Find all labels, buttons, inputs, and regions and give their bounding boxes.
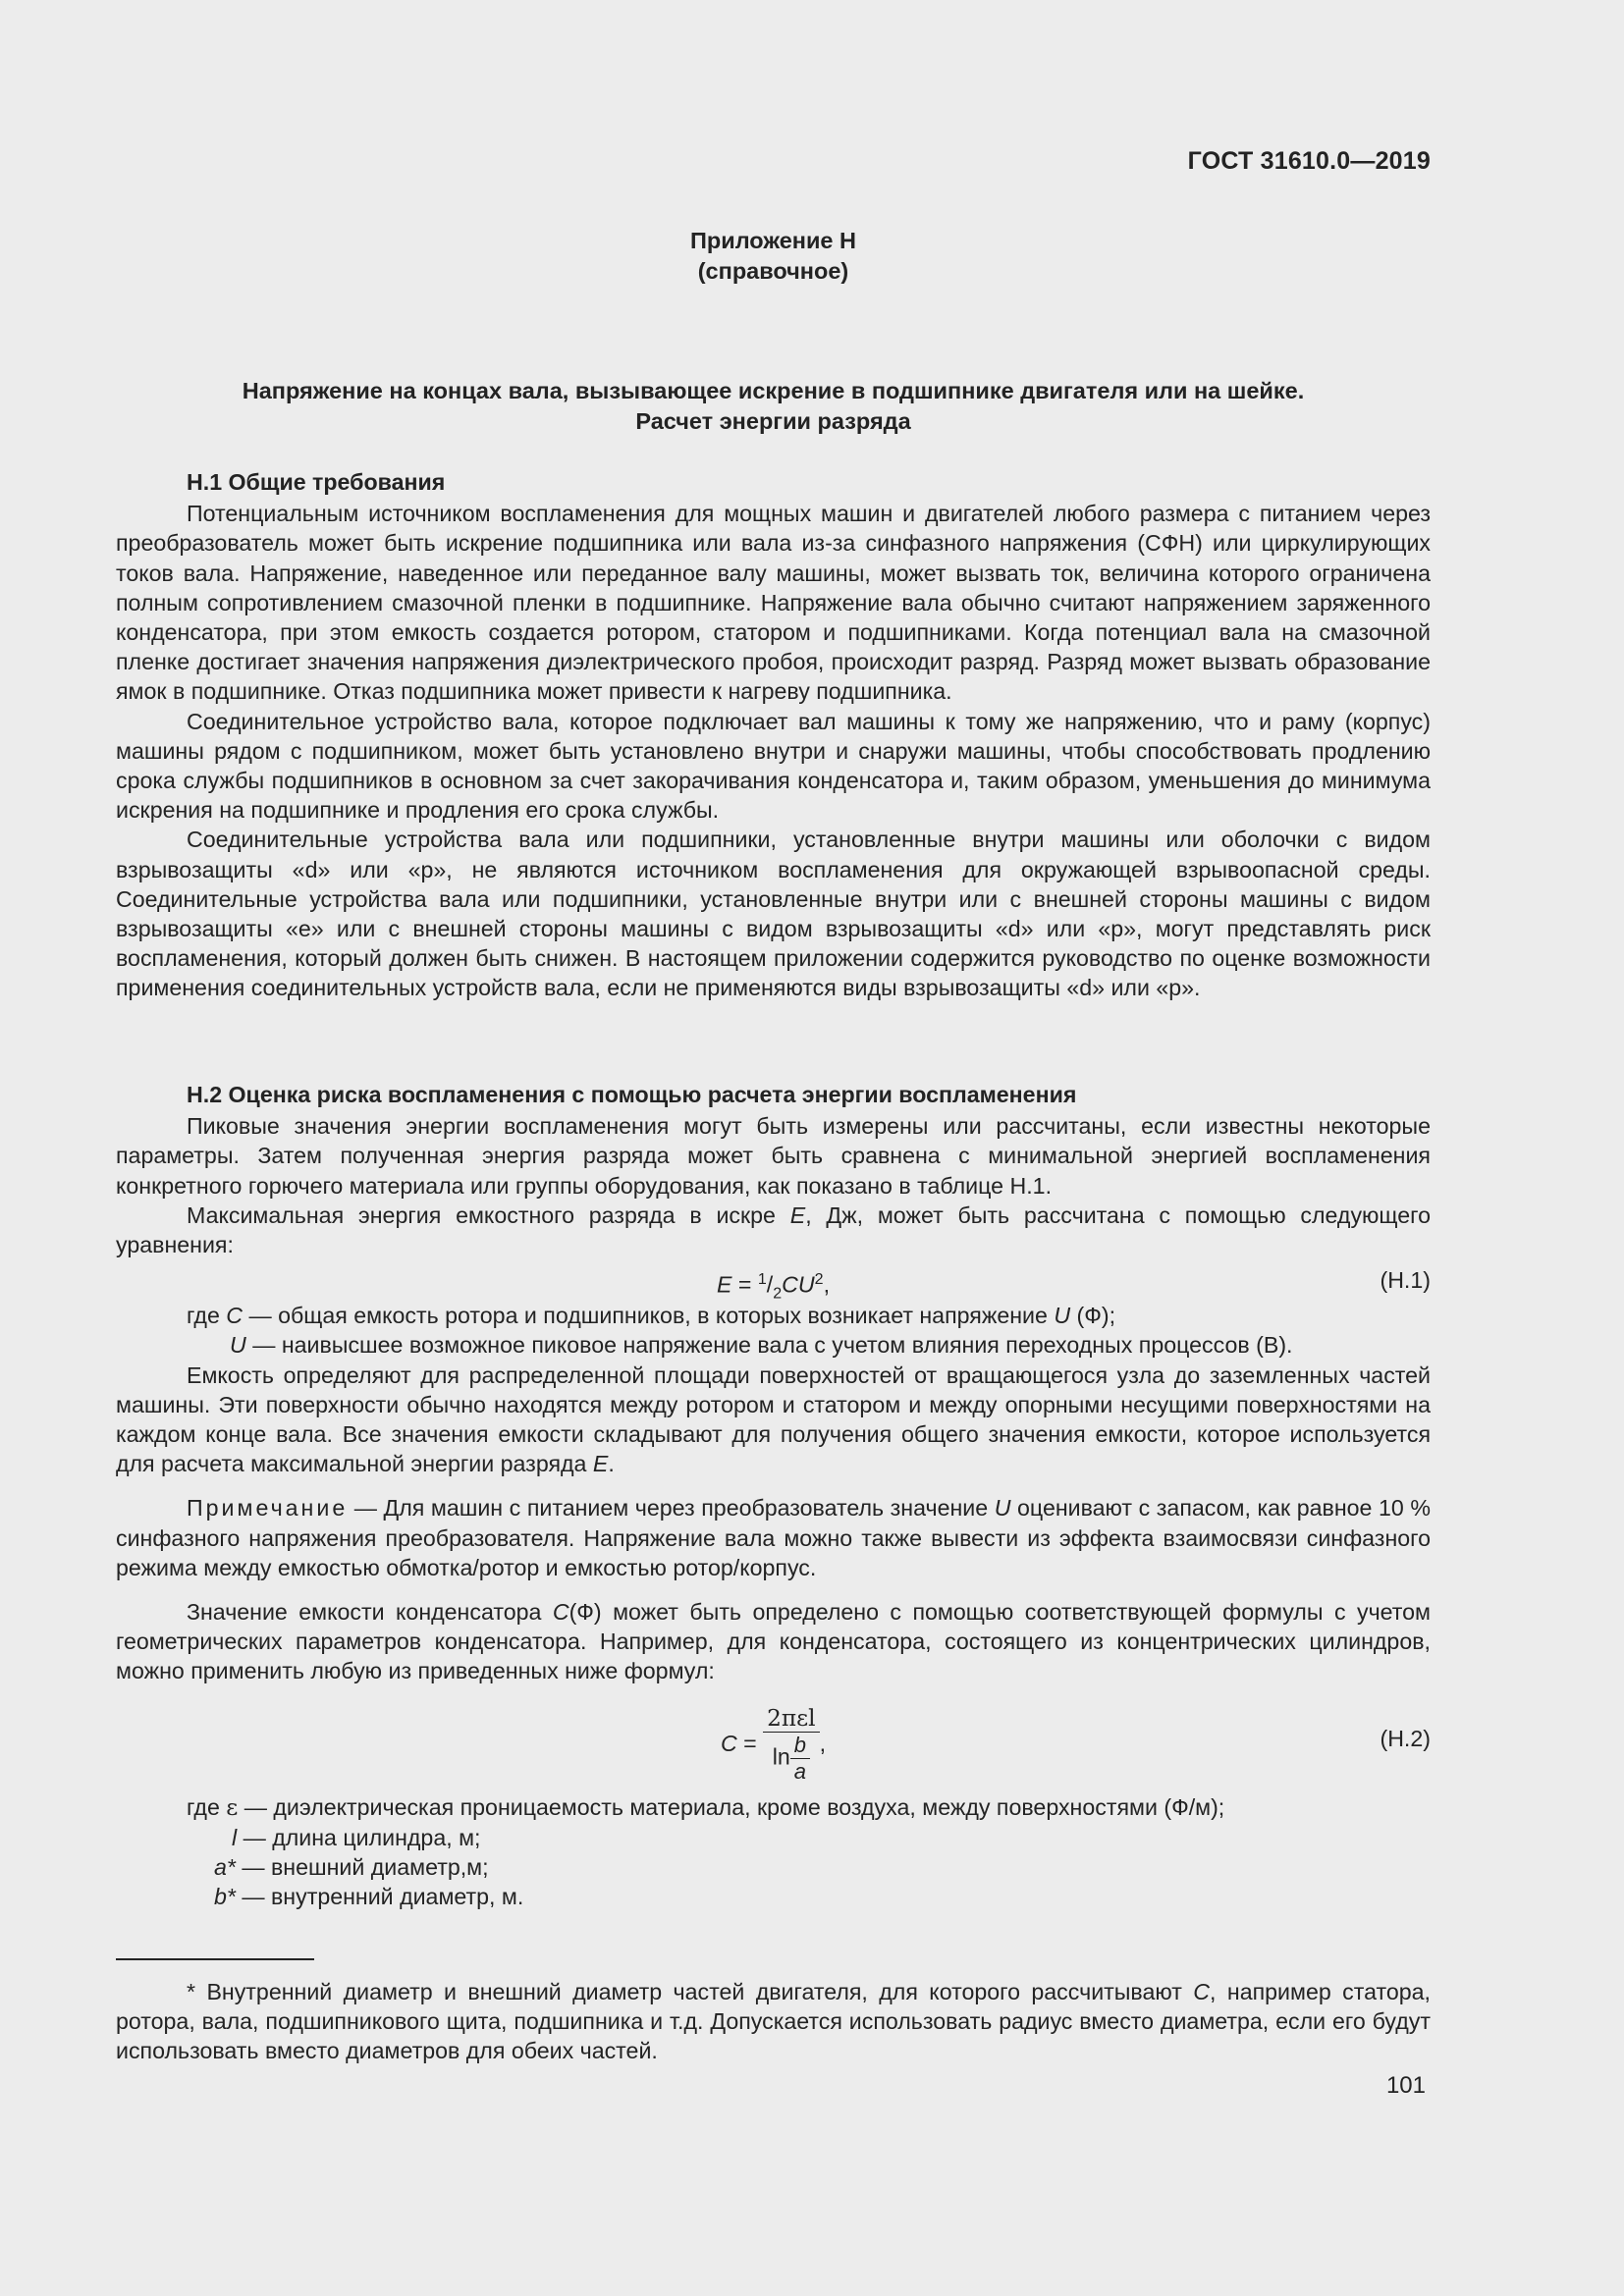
note-label: Примечание [187, 1495, 349, 1522]
where-epsilon: где ε — диэлектрическая проницаемость материала, кроме воздуха, между поверхностями (Ф/м); [187, 1793, 1225, 1821]
appendix-title: Приложение Н [690, 228, 856, 253]
footnote [116, 1977, 1431, 2066]
section-1-paragraph-1: Потенциальным источником воспламенения для мощных машин и двигателей любого размера с питанием через преобразователь может быть искрение подшипника или вала из-за синфазного напряжения (СФН) или циркулирующих токов вала. Напряжение, наведенное или переданное валу машины, может вызвать ток, величина которого ограничена полным сопротивлением смазочной пленки в подшипнике. Напряжение вала обычно считают напряжением заряженного конденсатора, при этом емкость создается ротором, статором и подшипниками. Когда потенциал вала на смазочной пленке достигает значения напряжения диэлектрического пробоя, происходит разряд. Разряд может вызвать образование ямок в подшипнике. Отказ подшипника может привести к нагреву подшипника. [116, 501, 1431, 705]
appendix-status: (справочное) [697, 258, 849, 284]
main-title-line-2: Расчет энергии разряда [635, 408, 911, 434]
section-2-paragraph-1: Пиковые значения энергии воспламенения могут быть измерены или рассчитаны, если известны некоторые параметры. Затем полученная энергия разряда может быть сравнена с минимальной энергией воспламенения конкретного горючего материала или группы оборудования, как показано в таблице Н.1. [116, 1113, 1431, 1199]
section-2-paragraph-4: Значение емкости конденсатора C(Ф) может быть определено с помощью соответствующей формулы с учетом геометрических параметров конденсатора. Например, для конденсатора, состоящего из концентрических цилиндров, можно применить любую из приведенных ниже формул: [116, 1599, 1431, 1684]
section-1 [116, 467, 1431, 1003]
equation-h2-number: (Н.2) [1380, 1725, 1431, 1751]
footnote-divider [116, 1958, 314, 1960]
section-1-paragraph-3: Соединительные устройства вала или подшипники, установленные внутри машины или оболочки с видом взрывозащиты «d» или «p», не являются источником воспламенения для окружающей взрывоопасной среды. Соединительные устройства вала или подшипники, установленные внутри или с внешней стороны машины с видом взрывозащиты «e» или с внешней стороны машины с видом взрывозащиты «d» или «p», могут представлять риск воспламенения, который должен быть снижен. В настоящем приложении содержится руководство по оценке возможности применения соединительных устройств вала, если не применяются виды взрывозащиты «d» или «p». [116, 827, 1431, 1001]
footnote-text: * Внутренний диаметр и внешний диаметр частей двигателя, для которого рассчитывают C, например статора, ротора, вала, подшипникового щита, подшипника и т.д. Допускается использовать радиус вместо диаметра, если его будут использовать вместо диаметров для обеих частей. [116, 1979, 1431, 2064]
equation-h1-number: (Н.1) [1380, 1267, 1431, 1294]
section-2 [116, 1080, 1431, 1911]
note: Примечание — Для машин с питанием через преобразователь значение U оценивают с запасом, как равное 10 % синфазного напряжения преобразователя. Напряжение вала можно также вывести из эффекта взаимосвязи синфазного режима между емкостью обмотка/ротор и емкостью ротор/корпус. [116, 1495, 1431, 1580]
where-b: b* — внутренний диаметр, м. [214, 1884, 524, 1910]
where-a: a* — внешний диаметр,м; [214, 1854, 489, 1881]
standard-code: ГОСТ 31610.0—2019 [1187, 147, 1431, 175]
section-2-paragraph-2: Максимальная энергия емкостного разряда в искре E, Дж, может быть рассчитана с помощью следующего уравнения: [116, 1201, 1431, 1258]
where-l: l — длина цилиндра, м; [232, 1824, 481, 1850]
where-u: U — наивысшее возможное пиковое напряжение вала с учетом влияния переходных процессов (В). [230, 1332, 1293, 1359]
appendix-heading [116, 226, 1431, 287]
equation-h1-formula: $E = ^1/_2CU^2$, [716, 1271, 831, 1303]
section-2-heading: Н.2 Оценка риска воспламенения с помощью расчета энергии воспламенения [187, 1082, 1077, 1107]
where-c: где C — общая емкость ротора и подшипников, в которых возникает напряжение U (Ф); [187, 1303, 1116, 1329]
section-1-heading: Н.1 Общие требования [187, 469, 446, 495]
section-1-paragraph-2: Соединительное устройство вала, которое подключает вал машины к тому же напряжению, что и раму (корпус) машины рядом с подшипником, может быть установлено внутри и снаружи машины, чтобы способствовать продлению срока службы подшипников в основном за счет закорачивания конденсатора и, таким образом, уменьшения до минимума искрения на подшипнике и продления его срока службы. [116, 708, 1431, 824]
section-2-paragraph-3: Емкость определяют для распределенной площади поверхностей от вращающегося узла до заземленных частей машины. Эти поверхности обычно находятся между ротором и статором и между опорными несущими поверхностями на каждом конце вала. Все значения емкости складывают для получения общего значения емкости, которое используется для расчета максимальной энергии разряда E. [116, 1362, 1431, 1477]
equation-h2 [116, 1700, 1431, 1792]
equation-h2-formula: C = 2πεl ln $\frac{b}{a}$ , [720, 1704, 827, 1784]
equation-h2-fraction: 2πεl ln $\frac{b}{a}$ [763, 1706, 819, 1785]
page-number: 101 [1385, 2072, 1426, 2099]
main-title [116, 376, 1431, 437]
main-title-line-1: Напряжение на концах вала, вызывающее искрение в подшипнике двигателя или на шейке. [242, 378, 1305, 403]
equation-h1 [116, 1265, 1431, 1301]
